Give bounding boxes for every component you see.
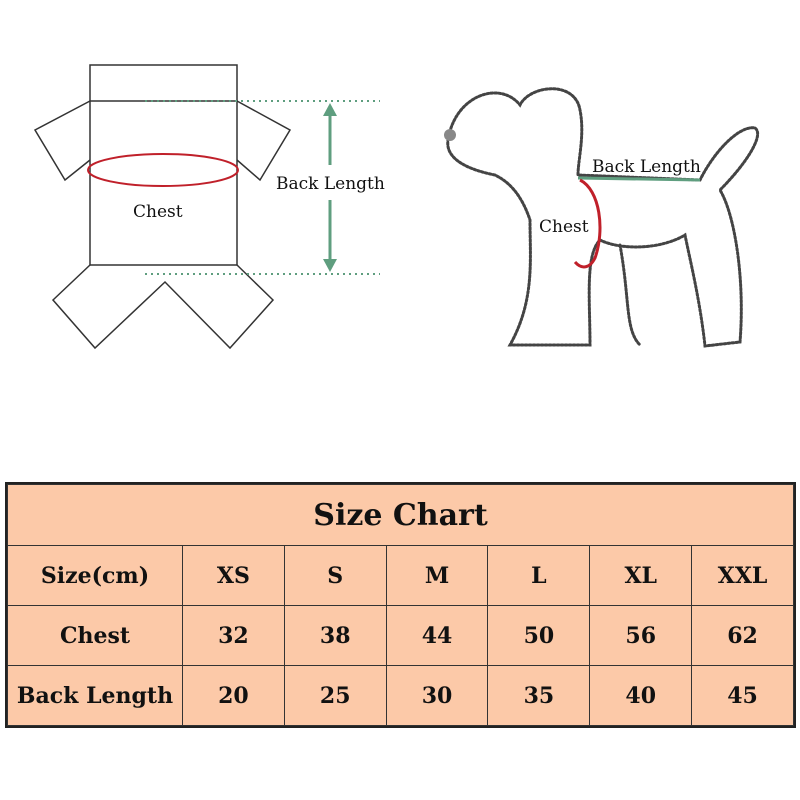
header-cell: L [488,546,590,606]
table-cell: 62 [692,606,794,666]
garment-left-sleeve [35,101,90,180]
garment-back-length-label: Back Length [276,174,385,194]
size-chart-header-row [8,546,794,606]
size-chart-table [7,484,794,726]
size-chart-title-row [8,485,794,546]
table-cell: 44 [386,606,488,666]
row-label: Back Length [8,666,183,726]
dog-back-length-label: Back Length [592,157,701,177]
table-cell: 20 [183,666,285,726]
table-row-back-length [8,666,794,726]
header-cell: XS [183,546,285,606]
header-cell: S [284,546,386,606]
table-cell: 35 [488,666,590,726]
garment-legs [53,265,273,348]
table-cell: 30 [386,666,488,726]
row-label: Chest [8,606,183,666]
dog-outline [448,89,758,346]
header-cell: XL [590,546,692,606]
header-cell: M [386,546,488,606]
dog-chest-label: Chest [539,217,589,237]
garment-right-sleeve [237,101,290,180]
table-cell: 50 [488,606,590,666]
table-cell: 40 [590,666,692,726]
table-cell: 32 [183,606,285,666]
table-cell: 45 [692,666,794,726]
header-cell: XXL [692,546,794,606]
table-row-chest [8,606,794,666]
table-cell: 25 [284,666,386,726]
table-cell: 56 [590,606,692,666]
header-cell: Size(cm) [8,546,183,606]
garment-collar [90,65,237,101]
garment-chest-line [88,154,238,186]
table-cell: 38 [284,606,386,666]
garment-chest-label: Chest [133,202,183,222]
dog-back-length-line [578,178,700,180]
size-chart [5,482,796,728]
size-chart-title: Size Chart [8,485,794,546]
dog-nose [444,129,456,141]
